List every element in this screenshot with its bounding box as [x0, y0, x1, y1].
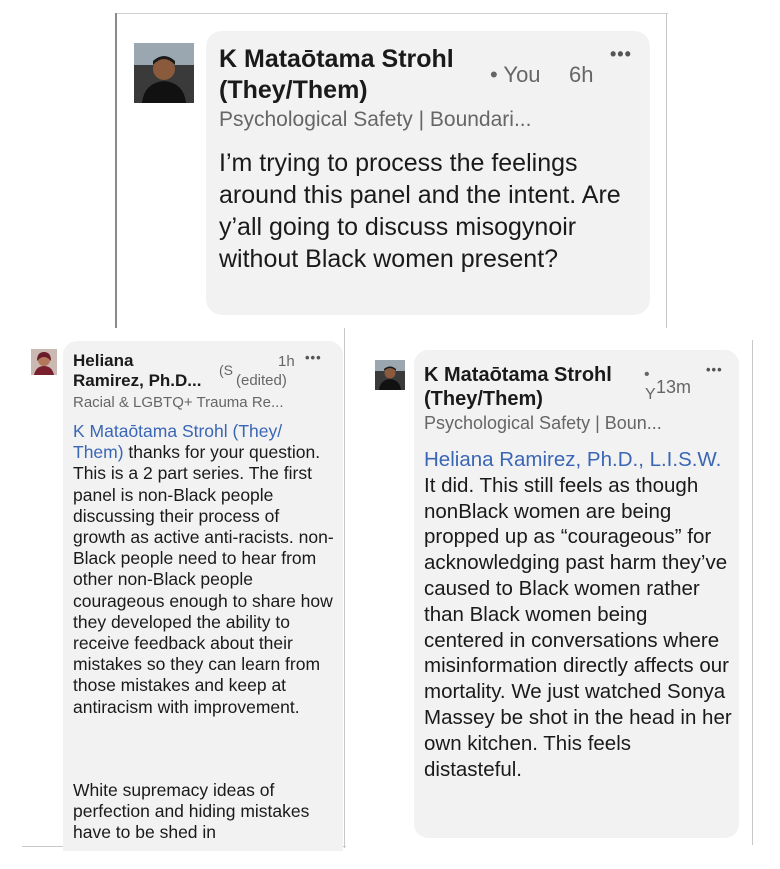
reply-text-body: It did. This still feels as though nonBlack women are being propped up as “courageous” for acknowledging past harm they’ve caused to Black women rather than Black women being centered in conversations where misinformation directly affects our mortality. We just watched Sonya Massey be shot in the head in her own kitchen. This feels distasteful. [424, 473, 732, 781]
author-name-line2[interactable]: (They/Them) [219, 76, 368, 105]
top-panel-left-border [115, 13, 117, 328]
reply-author-name[interactable] [73, 351, 201, 392]
you-tag: • You [490, 62, 541, 87]
reply-author-name[interactable] [424, 363, 612, 412]
author-name-line2[interactable]: Ramirez, Ph.D... [73, 371, 202, 391]
mention-link[interactable]: K Mataōtama Strohl (They/ Them) [73, 421, 283, 463]
author-name-line1[interactable]: K Mataōtama Strohl [424, 364, 612, 386]
author-headline: Psychological Safety | Boundari... [219, 108, 532, 131]
top-panel-top-border [116, 13, 668, 14]
edited-label: (edited) [236, 372, 287, 389]
separator-dot: • [644, 366, 650, 383]
more-horizontal-icon[interactable]: ••• [706, 362, 723, 377]
left-panel-right-border [344, 328, 345, 848]
truncated-pronoun: (S [219, 362, 233, 378]
author-headline: Psychological Safety | Boun... [424, 413, 662, 433]
avatar[interactable] [31, 349, 57, 375]
more-horizontal-icon[interactable]: ••• [610, 44, 632, 64]
author-name-line2[interactable]: (They/Them) [424, 388, 543, 411]
author-headline: Racial & LGBTQ+ Trauma Re... [73, 394, 284, 411]
avatar[interactable] [375, 360, 405, 390]
author-name-line1[interactable]: K Mataōtama Strohl [219, 45, 454, 73]
reply-time: 13m [656, 377, 692, 397]
reply-text [424, 447, 732, 782]
avatar[interactable] [134, 43, 194, 103]
right-panel-right-border [752, 340, 753, 845]
reply-text [73, 421, 335, 718]
reply-time: 1h [278, 353, 295, 370]
comment-author-name[interactable] [219, 44, 454, 107]
comment-time: 6h [569, 62, 594, 87]
top-panel-right-border [666, 13, 667, 328]
truncated-you-tag: Y [645, 386, 656, 403]
reply-text-paragraph-2: White supremacy ideas of perfection and hiding mistakes have to be shed in [73, 780, 310, 843]
reply-text-body: thanks for your question. This is a 2 part series. The first panel is non-Black people discussing their process of growth as active anti-racists. non-Black people need to hear from other non-Black people courageous enough to share how they developed the ability to receive feedback about their mistakes so they can learn from those mistakes and keep at antiracism with improvement. [73, 442, 334, 717]
mention-link[interactable]: Heliana Ramirez, Ph.D., L.I.S.W. [424, 448, 722, 471]
more-horizontal-icon[interactable]: ••• [305, 350, 322, 365]
author-name-line1[interactable]: Heliana [73, 351, 134, 370]
comment-text: I’m trying to process the feelings around this panel and the intent. Are y’all going to discuss misogynoir without Black women present? [219, 149, 621, 273]
